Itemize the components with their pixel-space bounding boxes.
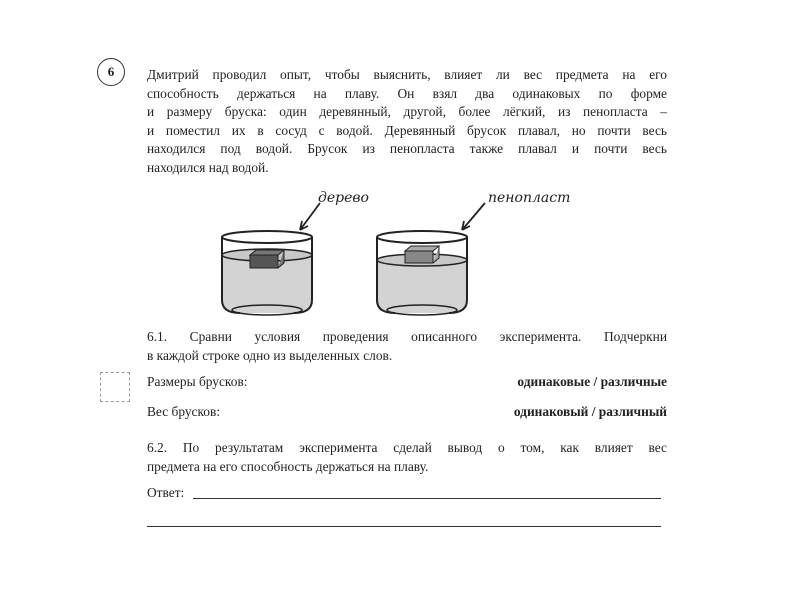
intro-line: находился над водой. — [147, 159, 269, 175]
intro-line: находился под водой. Брусок из пенопласта также плавал и почти весь — [147, 141, 667, 156]
intro-line: и размеру бруска: один деревянный, другой, более лёгкий, из пенопласта – — [147, 104, 667, 119]
question-6-2 — [147, 439, 667, 476]
task-intro — [147, 66, 667, 177]
foam-glass — [377, 231, 467, 315]
row-weight — [147, 404, 667, 420]
task-number-badge: 6 — [97, 58, 125, 86]
intro-line: Дмитрий проводил опыт, чтобы выяснить, влияет ли вес предмета на его — [147, 67, 667, 82]
row-sizes — [147, 374, 667, 390]
row-options[interactable]: одинаковый / различный — [513, 404, 667, 419]
question-line: 6.2. По результатам эксперимента сделай вывод о том, как влияет вес — [147, 440, 667, 455]
answer-line[interactable] — [147, 526, 661, 527]
answer-label: Ответ: — [147, 485, 185, 500]
wood-glass — [222, 231, 312, 315]
row-label: Вес брусков: — [147, 404, 221, 419]
arrow-icon — [462, 203, 485, 230]
intro-line: и поместил их в сосуд с водой. Деревянный брусок плавал, но почти весь — [147, 122, 667, 138]
answer-line[interactable] — [193, 498, 661, 499]
experiment-figure — [200, 185, 600, 320]
arrow-icon — [300, 203, 320, 230]
label-wood: дерево — [318, 190, 369, 206]
row-options[interactable]: одинаковые / различные — [517, 374, 667, 389]
question-line: предмета на его способность держаться на плаву. — [147, 458, 429, 474]
intro-line: способность держаться на плаву. Он взял два одинаковых по форме — [147, 85, 667, 101]
question-line: в каждой строке одно из выделенных слов. — [147, 347, 393, 363]
answer-box[interactable] — [100, 372, 130, 402]
question-line: 6.1. Сравни условия проведения описанного эксперимента. Подчеркни — [147, 329, 667, 344]
row-label: Размеры брусков: — [147, 374, 248, 389]
label-foam: пенопласт — [488, 190, 571, 206]
question-6-1 — [147, 328, 667, 365]
